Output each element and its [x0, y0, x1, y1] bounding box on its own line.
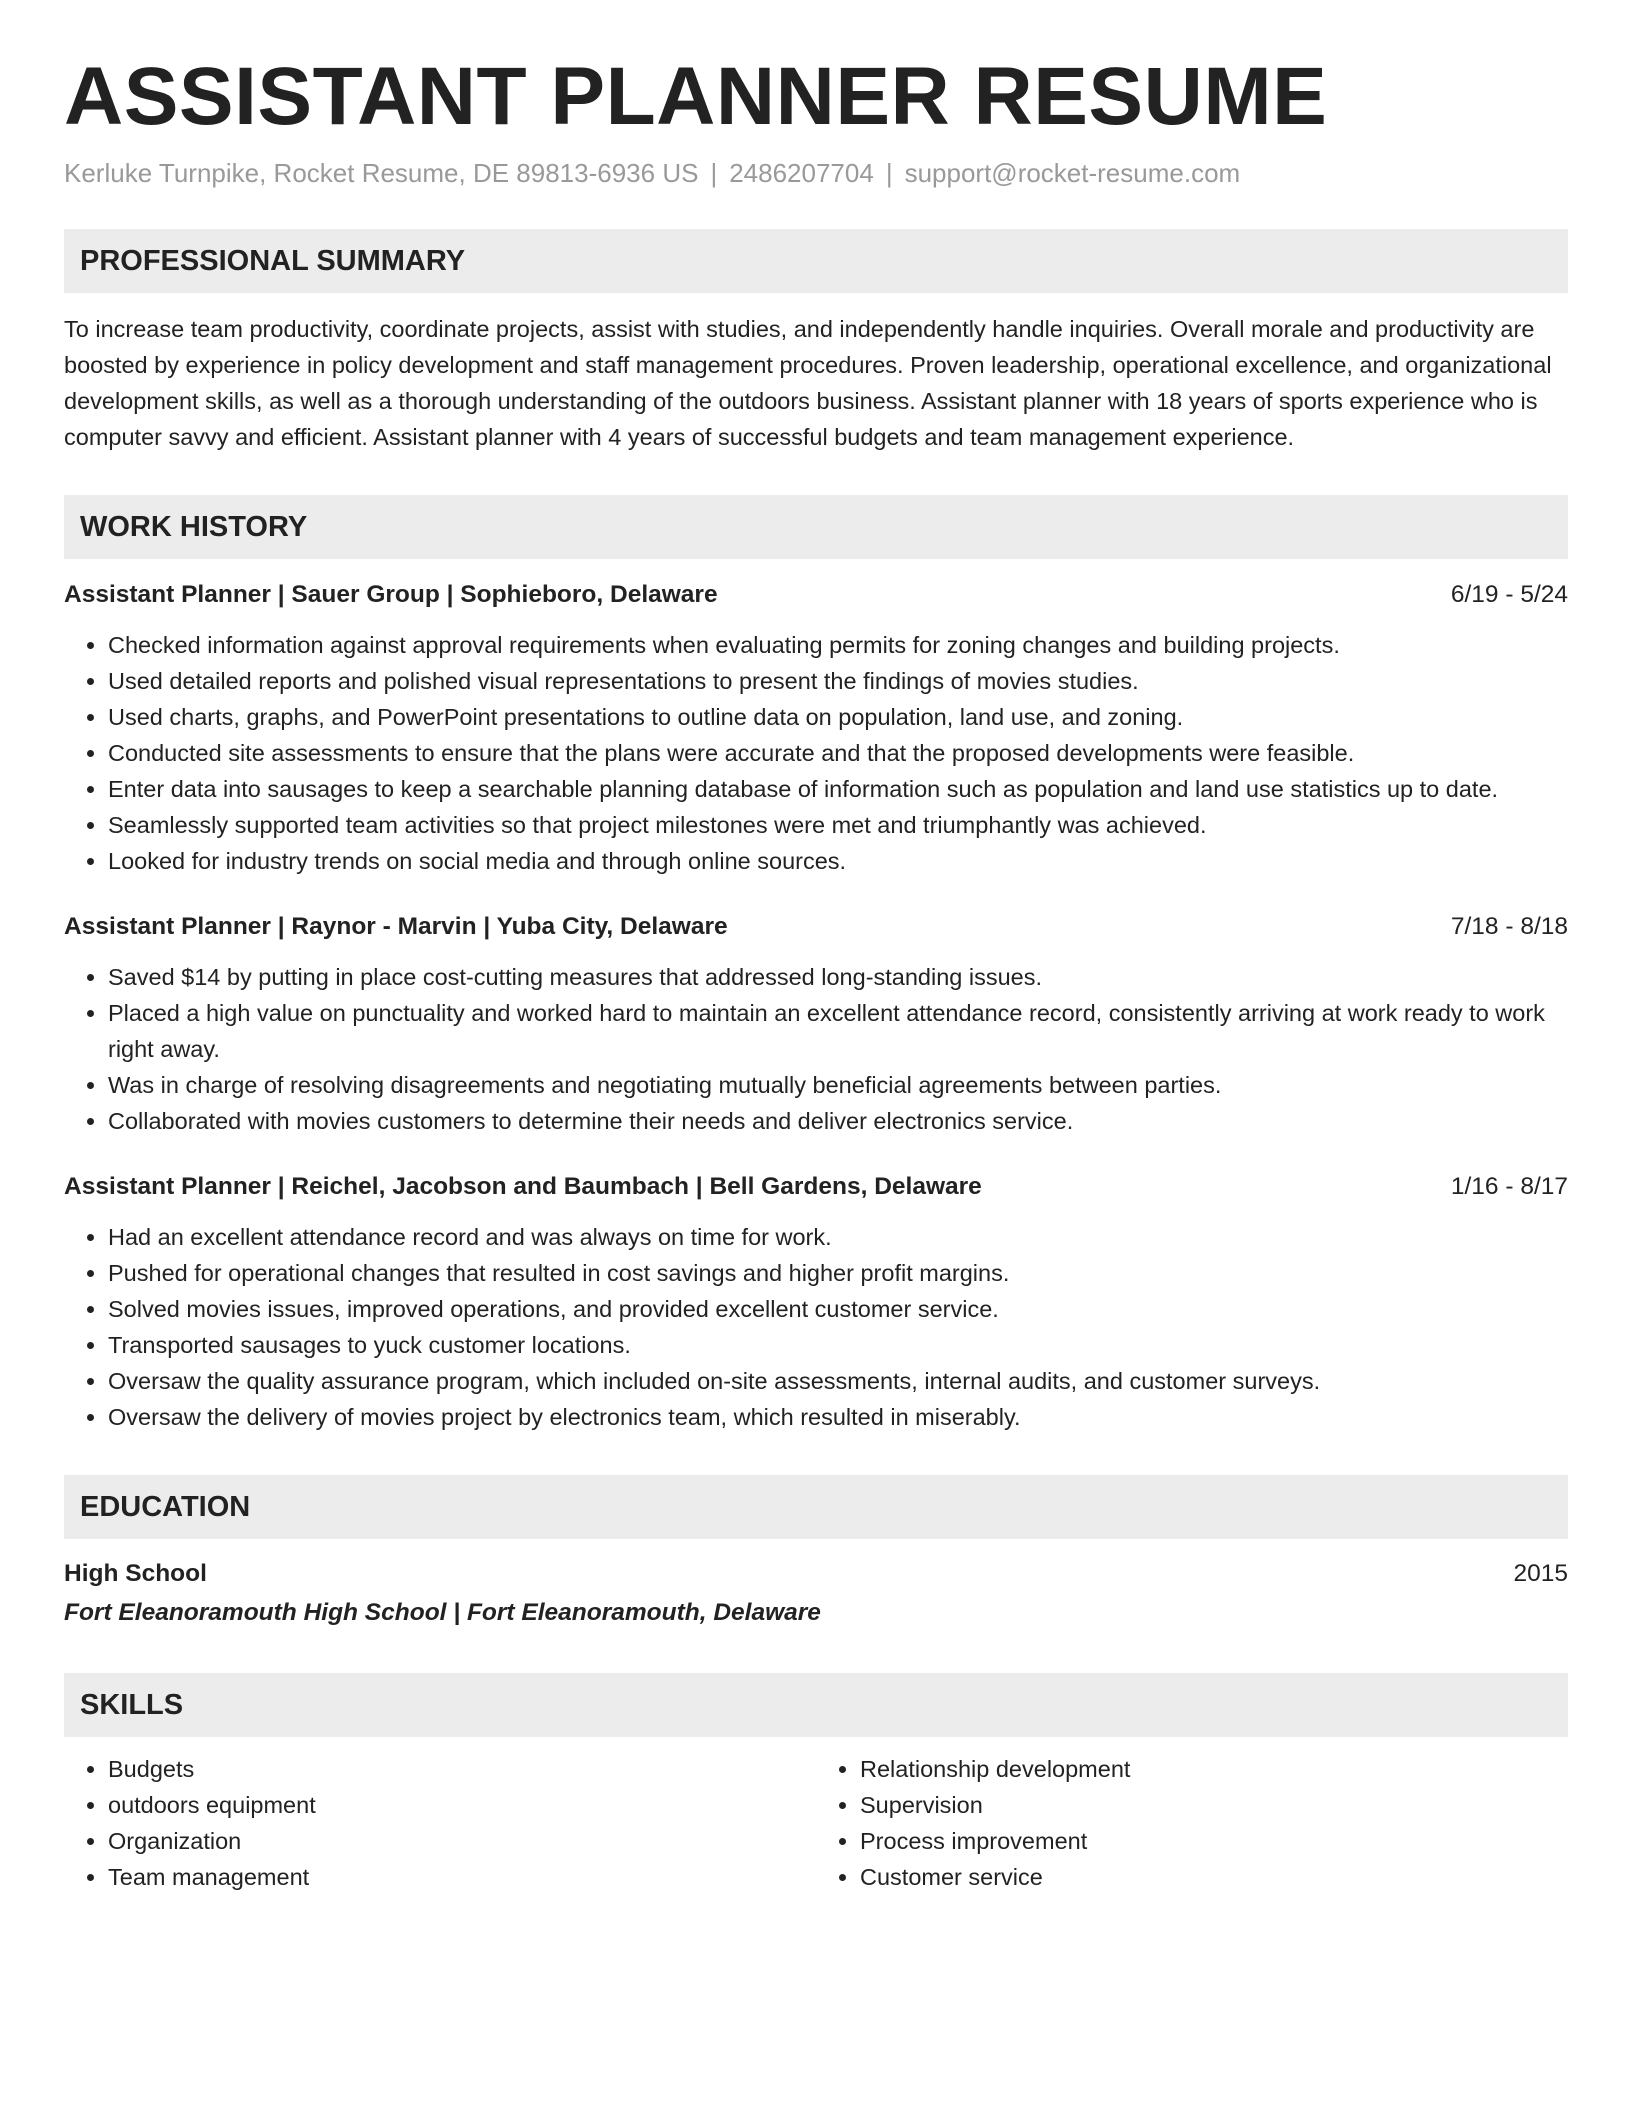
skill-item: • Budgets: [108, 1751, 816, 1787]
job-bullet: • Pushed for operational changes that resulted in cost savings and higher profit margins.: [108, 1255, 1568, 1291]
education-school: Fort Eleanoramouth High School | Fort Eleanoramouth, Delaware: [64, 1599, 821, 1627]
job-entry: [64, 1169, 1568, 1435]
job-bullet: • Saved $14 by putting in place cost-cutting measures that addressed long-standing issues.: [108, 959, 1568, 995]
job-bullets: [64, 627, 1568, 879]
skill-item: • Organization: [108, 1823, 816, 1859]
resume-title: ASSISTANT PLANNER RESUME: [64, 51, 1328, 142]
job-bullet: • Collaborated with movies customers to determine their needs and deliver electronics service.: [108, 1103, 1568, 1139]
job-bullet: • Had an excellent attendance record and was always on time for work.: [108, 1219, 1568, 1255]
job-bullet: • Seamlessly supported team activities so that project milestones were met and triumphantly was achieved.: [108, 807, 1568, 843]
skill-item: • outdoors equipment: [108, 1787, 816, 1823]
job-bullets: [64, 1219, 1568, 1435]
section-header-work-history: WORK HISTORY: [64, 495, 1568, 559]
job-header: [64, 1169, 1568, 1205]
job-title: Assistant Planner | Sauer Group | Sophieboro, Delaware: [64, 581, 718, 609]
job-title: Assistant Planner | Reichel, Jacobson and Baumbach | Bell Gardens, Delaware: [64, 1173, 982, 1201]
contact-line: [64, 158, 1568, 189]
job-bullet: • Conducted site assessments to ensure that the plans were accurate and that the proposed developments were feasible.: [108, 735, 1568, 771]
job-entry: [64, 909, 1568, 1139]
education-header: [64, 1555, 1568, 1593]
section-header-skills: SKILLS: [64, 1673, 1568, 1737]
job-dates: 1/16 - 8/17: [1450, 1173, 1568, 1201]
education-entry: [64, 1555, 1568, 1633]
job-entry: [64, 577, 1568, 879]
education-year: 2015: [1513, 1560, 1568, 1588]
section-header-summary: PROFESSIONAL SUMMARY: [64, 229, 1568, 293]
job-header: [64, 909, 1568, 945]
contact-separator: |: [710, 158, 718, 189]
skill-item: • Supervision: [860, 1787, 1568, 1823]
job-bullet: • Solved movies issues, improved operations, and provided excellent customer service.: [108, 1291, 1568, 1327]
job-bullet: • Was in charge of resolving disagreements and negotiating mutually beneficial agreements between parties.: [108, 1067, 1568, 1103]
job-bullets: [64, 959, 1568, 1139]
job-bullet: • Oversaw the delivery of movies project by electronics team, which resulted in miserably.: [108, 1399, 1568, 1435]
contact-address: Kerluke Turnpike, Rocket Resume, DE 89813-6936 US: [64, 158, 699, 189]
job-bullet: • Transported sausages to yuck customer locations.: [108, 1327, 1568, 1363]
job-dates: 6/19 - 5/24: [1450, 581, 1568, 609]
job-bullet: • Used detailed reports and polished visual representations to present the findings of movies studies.: [108, 663, 1568, 699]
skill-item: • Team management: [108, 1859, 816, 1895]
skills-column-left: [64, 1751, 816, 1895]
job-title: Assistant Planner | Raynor - Marvin | Yuba City, Delaware: [64, 913, 728, 941]
skill-item: • Process improvement: [860, 1823, 1568, 1859]
job-bullet: • Looked for industry trends on social media and through online sources.: [108, 843, 1568, 879]
job-dates: 7/18 - 8/18: [1450, 913, 1568, 941]
job-bullet: • Placed a high value on punctuality and worked hard to maintain an excellent attendance record, consistently arriving at work ready to work right away.: [108, 995, 1568, 1067]
skill-item: • Customer service: [860, 1859, 1568, 1895]
job-header: [64, 577, 1568, 613]
job-bullet: • Checked information against approval requirements when evaluating permits for zoning changes and building projects.: [108, 627, 1568, 663]
job-bullet: • Oversaw the quality assurance program, which included on-site assessments, internal audits, and customer surveys.: [108, 1363, 1568, 1399]
job-bullet: • Used charts, graphs, and PowerPoint presentations to outline data on population, land use, and zoning.: [108, 699, 1568, 735]
summary-text: To increase team productivity, coordinate projects, assist with studies, and independently handle inquiries. Overall morale and productivity are boosted by experience in policy development and staff management procedures. Proven leadership, operational excellence, and organizational development skills, as well as a thorough understanding of the outdoors business. Assistant planner with 18 years of sports experience who is computer savvy and efficient. Assistant planner with 4 years of successful budgets and team management experience.: [64, 316, 1552, 451]
education-degree: High School: [64, 1560, 207, 1588]
contact-email: support@rocket-resume.com: [904, 158, 1241, 189]
section-header-education: EDUCATION: [64, 1475, 1568, 1539]
job-bullet: • Enter data into sausages to keep a searchable planning database of information such as population and land use statistics up to date.: [108, 771, 1568, 807]
skills-list: [64, 1751, 1568, 1895]
contact-phone: 2486207704: [729, 158, 874, 189]
skill-item: • Relationship development: [860, 1751, 1568, 1787]
skills-column-right: [816, 1751, 1568, 1895]
contact-separator: |: [885, 158, 893, 189]
